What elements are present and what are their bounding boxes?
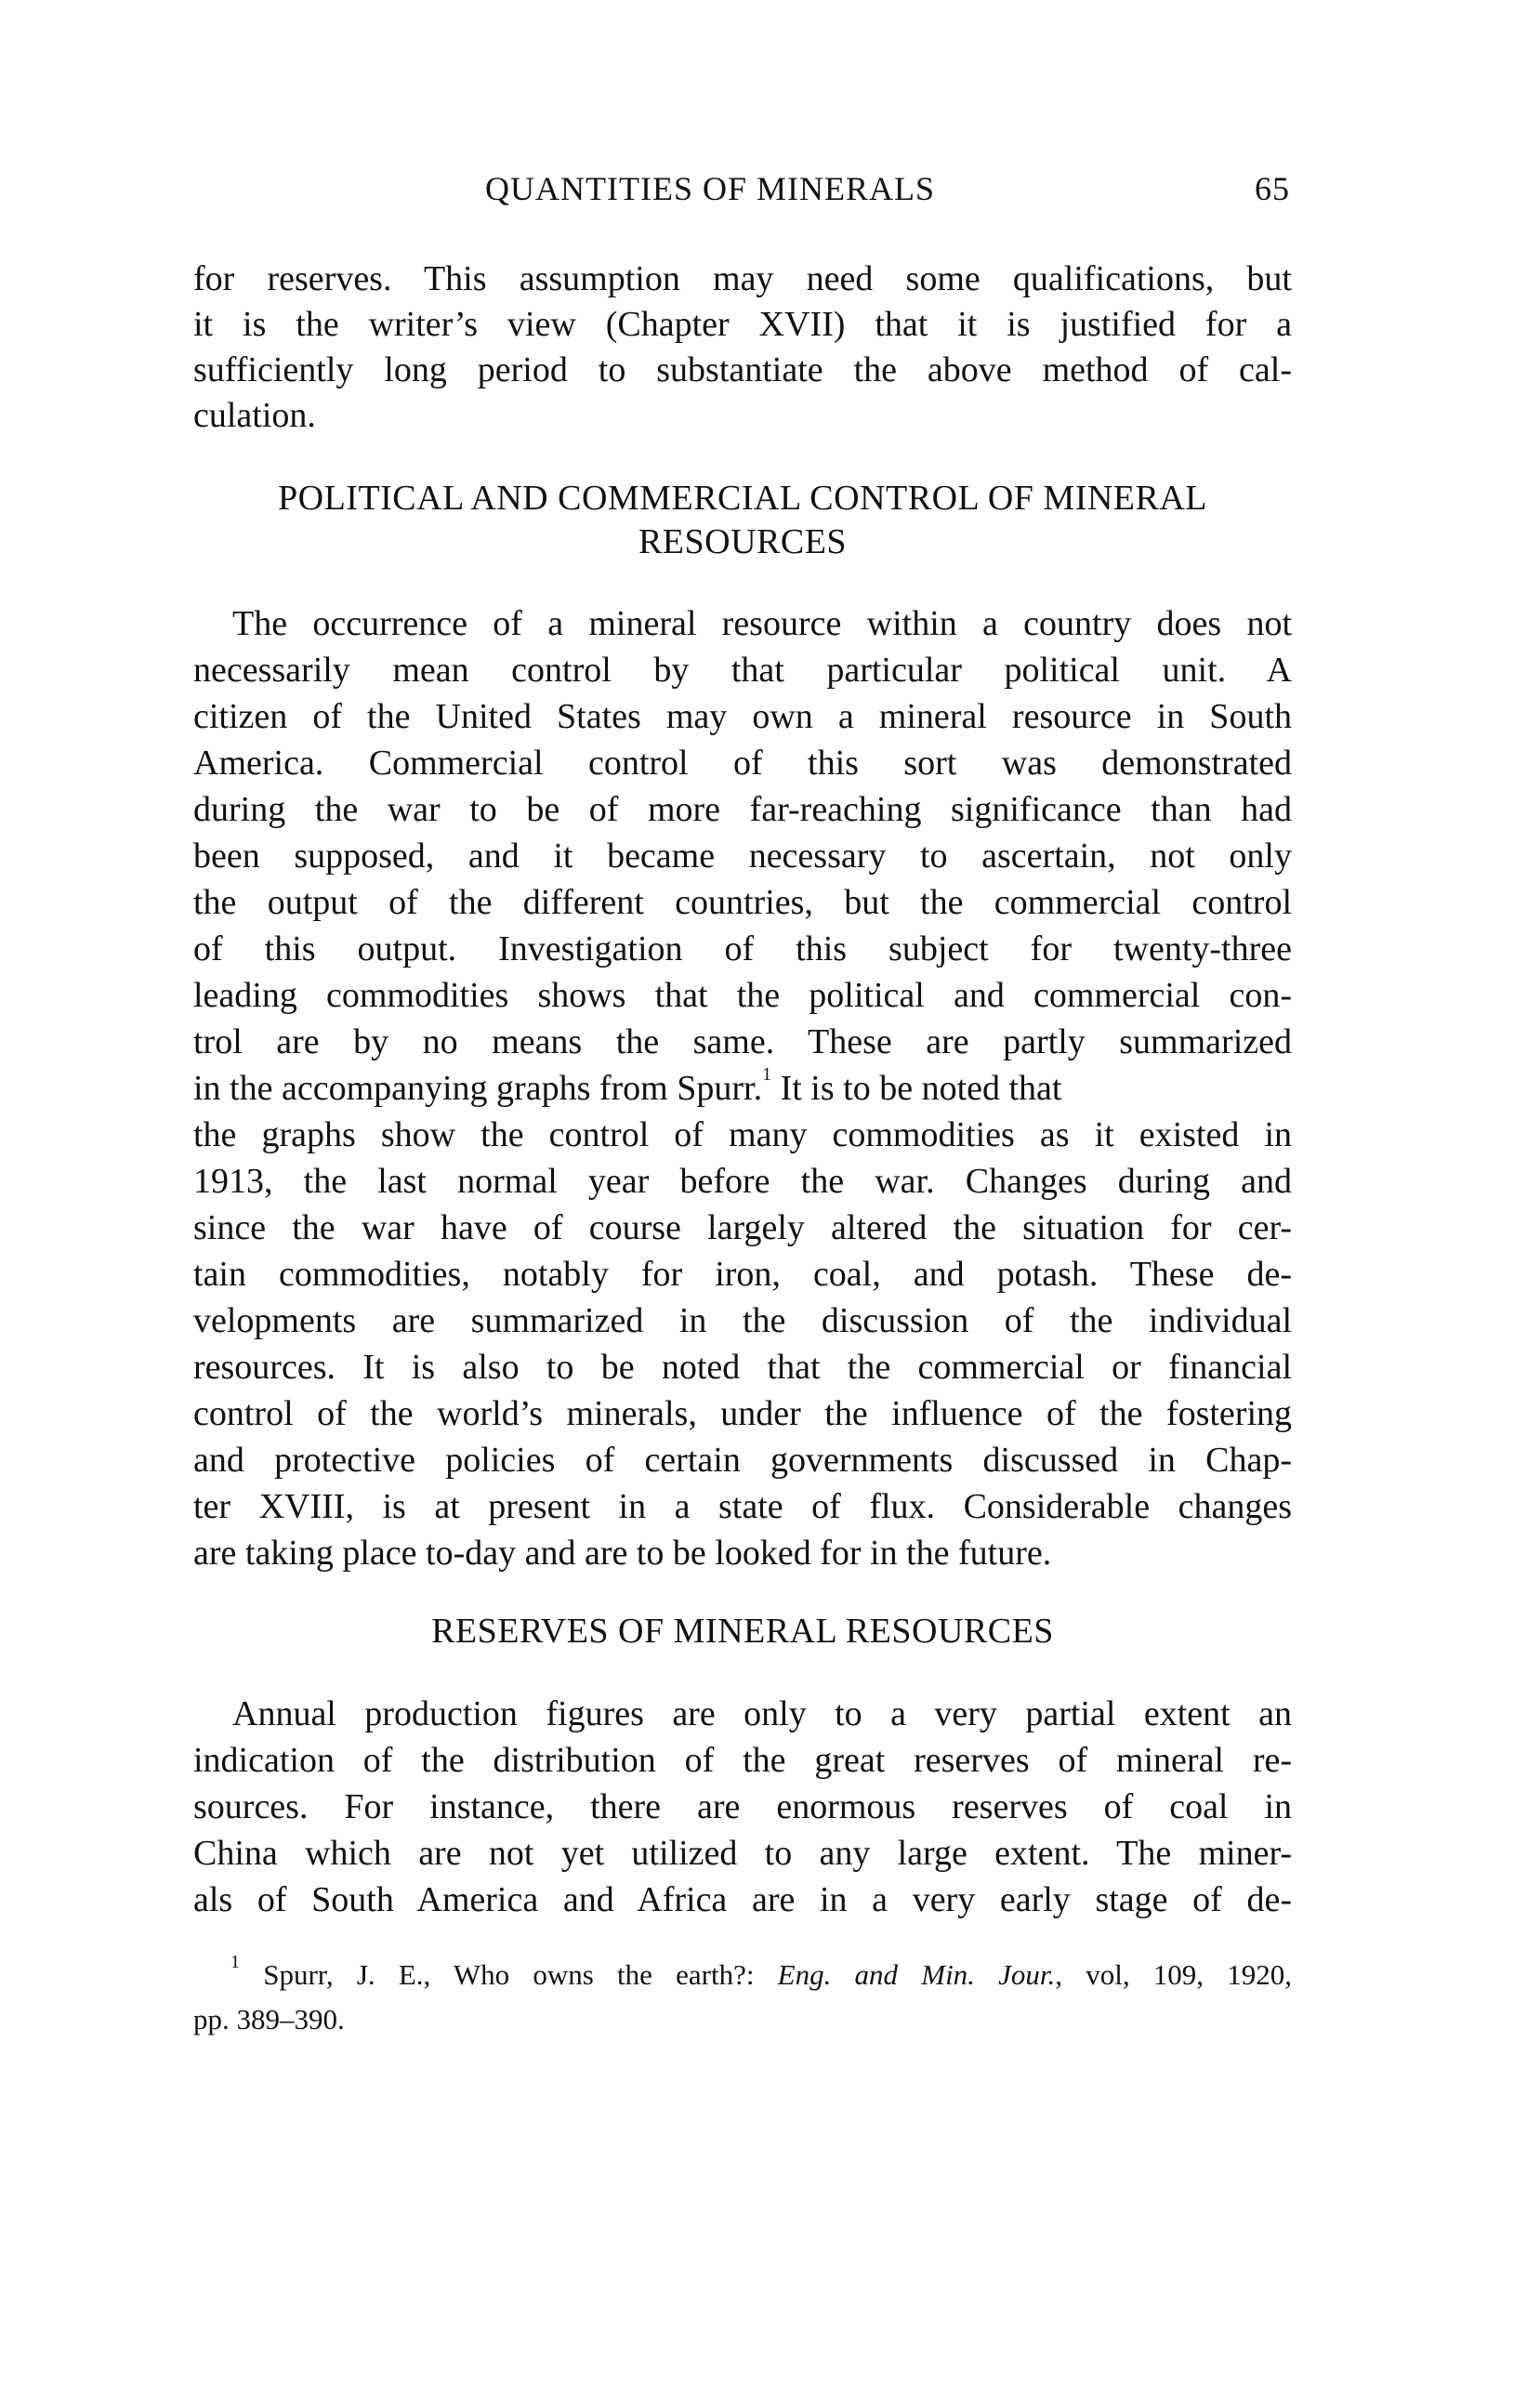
text-line: control of the world’s minerals, under the influence of the fostering — [193, 1394, 1292, 1433]
text-line: sources. For instance, there are enormous reserves of coal in — [193, 1787, 1292, 1826]
footnote-marker: 1 — [230, 1952, 240, 1972]
page-number: 65 — [1255, 170, 1290, 207]
text-line: of this output. Investigation of this subject for twenty-three — [193, 929, 1292, 968]
text-line: 1913, the last normal year before the war. Changes during and — [193, 1162, 1292, 1201]
text-line: The occurrence of a mineral resource within a country does not — [232, 604, 1292, 643]
footnote-details: , vol, 109, 1920, — [1055, 1958, 1293, 1991]
text-line: since the war have of course largely altered the situation for cer- — [193, 1208, 1292, 1247]
text-line: the output of the different countries, but the commercial control — [193, 883, 1292, 922]
text-line: been supposed, and it became necessary to ascertain, not only — [193, 836, 1292, 876]
text-line: citizen of the United States may own a mineral resource in South — [193, 697, 1292, 736]
text-line: ter XVIII, is at present in a state of flux. Considerable changes — [193, 1487, 1292, 1526]
footnote-author: Spurr, J. E., Who owns the earth?: — [263, 1958, 778, 1991]
footnote-reference: 1 — [762, 1064, 772, 1085]
footnote-line — [230, 1953, 1292, 1997]
text-line: for reserves. This assumption may need some qualifications, but — [193, 259, 1292, 298]
text-line: necessarily mean control by that particular political unit. A — [193, 651, 1292, 690]
heading-line: RESERVES OF MINERAL RESOURCES — [431, 1612, 1054, 1651]
text-line — [193, 1065, 1292, 1112]
text-line: China which are not yet utilized to any large extent. The miner- — [193, 1834, 1292, 1873]
text-fragment: in the accompanying graphs from Spurr. — [193, 1069, 763, 1108]
text-line: velopments are summarized in the discussion of the individual — [193, 1301, 1292, 1340]
text-line: sufficiently long period to substantiate the above method of cal- — [193, 350, 1292, 389]
footnote-journal: Eng. and Min. Jour. — [777, 1958, 1056, 1991]
text-line: during the war to be of more far-reaching significance than had — [193, 790, 1292, 829]
text-line: leading commodities shows that the political and commercial con- — [193, 976, 1292, 1015]
text-fragment: It is to be noted that — [780, 1069, 1062, 1108]
heading-line: RESOURCES — [638, 522, 848, 561]
text-line: resources. It is also to be noted that the commercial or financial — [193, 1348, 1292, 1387]
running-title: QUANTITIES OF MINERALS — [485, 170, 935, 207]
text-line: trol are by no means the same. These are partly summarized — [193, 1022, 1292, 1061]
footnote-line: pp. 389–390. — [193, 2003, 345, 2035]
text-line: it is the writer’s view (Chapter XVII) that it is justified for a — [193, 305, 1292, 344]
text-line: are taking place to-day and are to be looked for in the future. — [193, 1534, 1052, 1573]
text-line: indication of the distribution of the great reserves of mineral re- — [193, 1741, 1292, 1780]
text-line: als of South America and Africa are in a very early stage of de- — [193, 1880, 1292, 1919]
text-line: America. Commercial control of this sort was demonstrated — [193, 744, 1292, 783]
text-line: and protective policies of certain governments discussed in Chap- — [193, 1441, 1292, 1480]
heading-line: POLITICAL AND COMMERCIAL CONTROL OF MINERAL — [278, 479, 1207, 518]
text-line: Annual production figures are only to a very partial extent an — [232, 1694, 1292, 1733]
text-line: tain commodities, notably for iron, coal, and potash. These de- — [193, 1255, 1292, 1294]
text-line: culation. — [193, 396, 316, 435]
text-line: the graphs show the control of many commodities as it existed in — [193, 1115, 1292, 1154]
